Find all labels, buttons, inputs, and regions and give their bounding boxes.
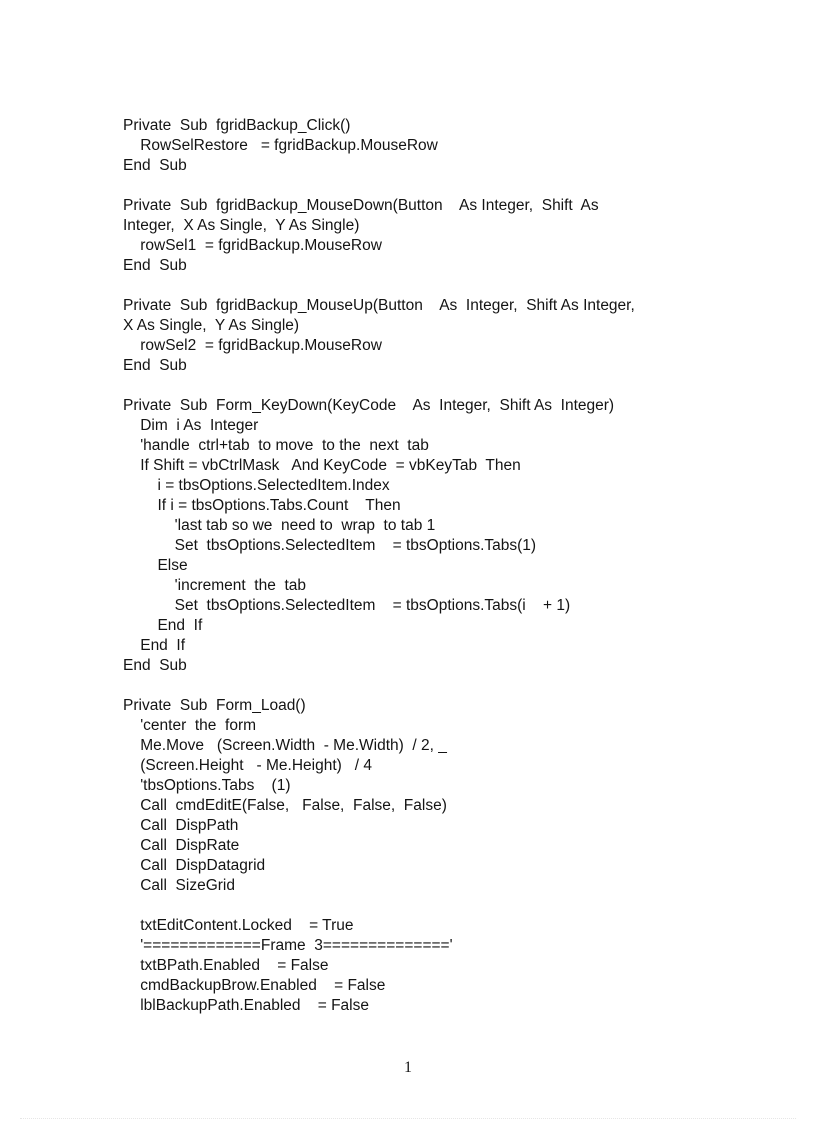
code-line: End Sub	[123, 657, 187, 674]
code-line: X As Single, Y As Single)	[123, 317, 300, 334]
code-line: lblBackupPath.Enabled = False	[123, 997, 369, 1014]
code-listing	[123, 116, 723, 1016]
code-line: End Sub	[123, 357, 187, 374]
code-line: If i = tbsOptions.Tabs.Count Then	[123, 497, 401, 514]
code-line: RowSelRestore = fgridBackup.MouseRow	[123, 137, 438, 154]
code-line: Me.Move (Screen.Width - Me.Width) / 2, _	[123, 737, 447, 754]
code-line: txtEditContent.Locked = True	[123, 917, 354, 934]
code-line: 'handle ctrl+tab to move to the next tab	[123, 437, 429, 454]
code-line: (Screen.Height - Me.Height) / 4	[123, 757, 372, 774]
code-line: Call DispDatagrid	[123, 857, 266, 874]
code-line: Private Sub fgridBackup_Click()	[123, 117, 351, 134]
code-line: End If	[123, 617, 203, 634]
code-line: End If	[123, 637, 186, 654]
code-line: 'last tab so we need to wrap to tab 1	[123, 517, 436, 534]
blank-line	[123, 676, 723, 696]
code-line: Private Sub fgridBackup_MouseUp(Button As Integer, Shift As Integer,	[123, 297, 635, 314]
code-line: Private Sub Form_Load()	[123, 697, 306, 714]
code-line: 'center the form	[123, 717, 257, 734]
code-line: Call SizeGrid	[123, 877, 235, 894]
code-line: '=============Frame 3=============='	[123, 937, 453, 954]
code-line: Integer, X As Single, Y As Single)	[123, 217, 360, 234]
blank-line	[123, 376, 723, 396]
code-line: Dim i As Integer	[123, 417, 259, 434]
page-bottom-divider	[20, 1118, 796, 1119]
code-line: Call DispPath	[123, 817, 239, 834]
code-line: Call DispRate	[123, 837, 240, 854]
code-line: 'tbsOptions.Tabs (1)	[123, 777, 291, 794]
code-line: End Sub	[123, 157, 187, 174]
code-line: Call cmdEditE(False, False, False, False)	[123, 797, 447, 814]
code-line: Private Sub fgridBackup_MouseDown(Button As Integer, Shift As	[123, 197, 599, 214]
code-line: Private Sub Form_KeyDown(KeyCode As Integer, Shift As Integer)	[123, 397, 615, 414]
code-line: rowSel1 = fgridBackup.MouseRow	[123, 237, 382, 254]
code-line: txtBPath.Enabled = False	[123, 957, 329, 974]
code-line: End Sub	[123, 257, 187, 274]
blank-line	[123, 896, 723, 916]
blank-line	[123, 276, 723, 296]
code-line: Set tbsOptions.SelectedItem = tbsOptions.Tabs(1)	[123, 537, 537, 554]
code-line: i = tbsOptions.SelectedItem.Index	[123, 477, 390, 494]
code-line: If Shift = vbCtrlMask And KeyCode = vbKeyTab Then	[123, 457, 521, 474]
code-line: 'increment the tab	[123, 577, 307, 594]
blank-line	[123, 176, 723, 196]
code-line: Else	[123, 557, 188, 574]
page-number: 1	[404, 1059, 412, 1076]
code-line: cmdBackupBrow.Enabled = False	[123, 977, 386, 994]
code-line: Set tbsOptions.SelectedItem = tbsOptions.Tabs(i + 1)	[123, 597, 571, 614]
code-line: rowSel2 = fgridBackup.MouseRow	[123, 337, 382, 354]
